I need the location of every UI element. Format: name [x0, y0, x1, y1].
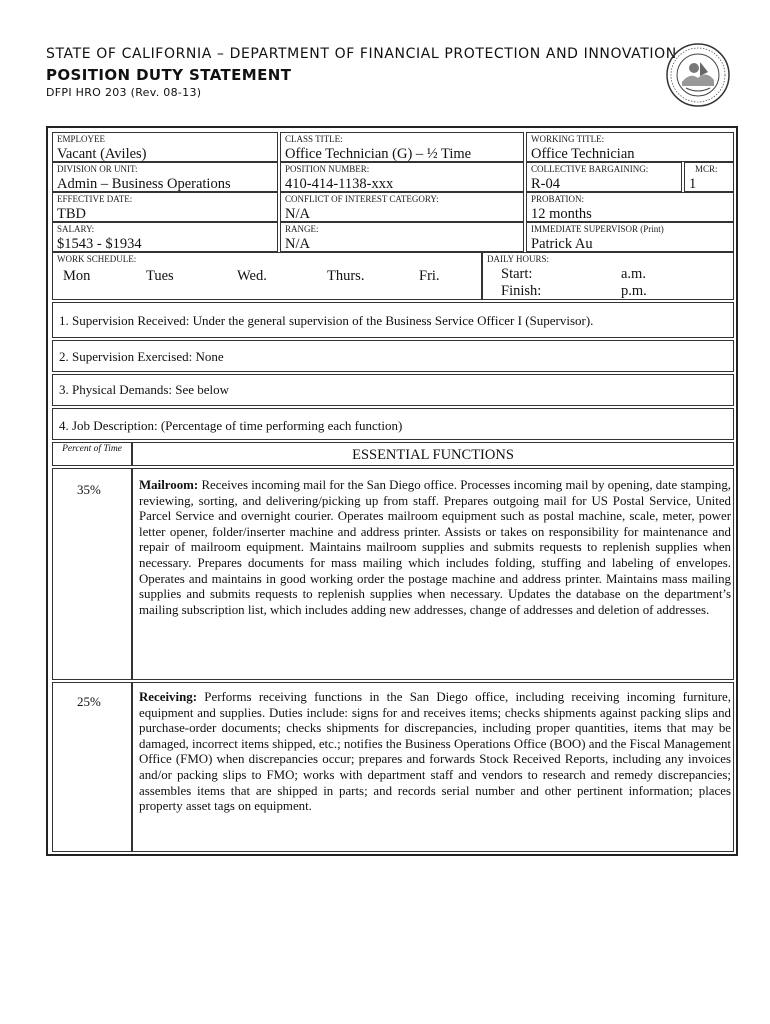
effective-date-label: EFFECTIVE DATE:: [57, 194, 133, 204]
document-title: POSITION DUTY STATEMENT: [46, 66, 292, 84]
functions-column-label: ESSENTIAL FUNCTIONS: [352, 447, 514, 463]
salary-cell: [52, 222, 278, 252]
section-job-description: [52, 408, 734, 440]
effective-date-cell: [52, 192, 278, 222]
supervisor-label: IMMEDIATE SUPERVISOR (Print): [531, 224, 664, 234]
job-description-text: 4. Job Description: (Percentage of time performing each function): [59, 418, 403, 433]
employee-cell: [52, 132, 278, 162]
schedule-day: Mon: [63, 268, 91, 284]
mcr-cell: [684, 162, 734, 192]
supervision-received-text: 1. Supervision Received: Under the general supervision of the Business Service Officer I (Supervisor).: [59, 313, 594, 328]
supervision-exercised-text: 2. Supervision Exercised: None: [59, 349, 224, 364]
supervisor-value: Patrick Au: [531, 236, 593, 252]
daily-hours-label: DAILY HOURS:: [487, 254, 550, 264]
agency-name: STATE OF CALIFORNIA – DEPARTMENT OF FINANCIAL PROTECTION AND INNOVATION: [46, 46, 677, 62]
percent-column-label: Percent of Time: [62, 444, 122, 454]
functions-column-header: [132, 442, 734, 466]
salary-value: $1543 - $1934: [57, 236, 142, 252]
mcr-label: MCR:: [695, 164, 718, 174]
work-schedule-cell: [52, 252, 482, 300]
conflict-label: CONFLICT OF INTEREST CATEGORY:: [285, 194, 439, 204]
section-supervision-received: [52, 302, 734, 338]
division-cell: [52, 162, 278, 192]
salary-label: SALARY:: [57, 224, 95, 234]
bargaining-label: COLLECTIVE BARGAINING:: [531, 164, 649, 174]
employee-label: EMPLOYEE: [57, 134, 105, 144]
class-title-cell: [280, 132, 524, 162]
table-row-function: [132, 682, 734, 852]
function-heading: Receiving:: [139, 690, 197, 704]
position-number-cell: [280, 162, 524, 192]
table-row-percent: [52, 682, 132, 852]
duty-statement-form: [46, 126, 738, 856]
probation-label: PROBATION:: [531, 194, 585, 204]
probation-value: 12 months: [531, 206, 592, 222]
daily-hours-cell: [482, 252, 734, 300]
physical-demands-text: 3. Physical Demands: See below: [59, 382, 230, 397]
table-row-function: [132, 468, 734, 680]
hours-am-label: a.m.: [621, 266, 646, 282]
employee-value: Vacant (Aviles): [57, 146, 147, 162]
hours-pm-label: p.m.: [621, 283, 647, 299]
division-label: DIVISION OR UNIT:: [57, 164, 138, 174]
conflict-value: N/A: [285, 206, 310, 222]
section-supervision-exercised: [52, 340, 734, 372]
schedule-day: Tues: [146, 268, 174, 284]
state-seal-icon: [664, 42, 732, 108]
range-cell: [280, 222, 524, 252]
schedule-day: Thurs.: [327, 268, 365, 284]
range-value: N/A: [285, 236, 310, 252]
function-heading: Mailroom:: [139, 478, 199, 492]
supervisor-cell: [526, 222, 734, 252]
function-text: Receives incoming mail for the San Diego office. Processes incoming mail by opening, date stamping, reviewing, sorting, and delivering/picking up from staff. Prepares outgoing mail for US Postal Service, United Parcel Service and overnight courier. Operates mailroom equipment such as postal machine, scale, meter, power letter opener, folder/inserter machine and address printer. Assists or takes on responsibility for maintenance and repair of mailroom equipment. Maintains mailroom supplies and submits requests to replenish supplies when necessary. Prepares documents for mass mailing which includes folding, stuffing and labeling of envelopes. Operates and maintains in good working order the postage machine and address printer. Maintains mass mailing supplies and submits requests to replenish supplies when necessary. Updates the database on the department’s mailing subscription list, which includes adding new addresses, change of addresses and deletion of addresses.: [139, 478, 731, 617]
bargaining-value: R-04: [531, 176, 560, 192]
effective-date-value: TBD: [57, 206, 86, 222]
hours-finish-label: Finish:: [501, 283, 542, 299]
section-physical-demands: [52, 374, 734, 406]
function-text: Performs receiving functions in the San Diego office, including receiving incoming furniture, equipment and supplies. Duties include: signs for and receives items; checks shipments against packing slips and purchase-order documents; checks shipments for discrepancies, including proper quantities, items that may be damaged, incorrect items shipped, etc.; notifies the Business Operations Office (BOO) and the Fiscal Management Office (FMO) when discrepancies occur; prepares and forwards Stock Received Reports, including any invoices and/or packing slips to FMO; works with department staff and vendors to research and remedy discrepancies; assembles items that are shipped in parts; and records serial number and other pertinent information; places property asset tags on equipment.: [139, 690, 731, 814]
hours-start-label: Start:: [501, 266, 533, 282]
table-row-percent: [52, 468, 132, 680]
range-label: RANGE:: [285, 224, 319, 234]
schedule-day: Fri.: [419, 268, 440, 284]
probation-cell: [526, 192, 734, 222]
working-title-value: Office Technician: [531, 146, 635, 162]
position-number-label: POSITION NUMBER:: [285, 164, 370, 174]
position-number-value: 410-414-1138-xxx: [285, 176, 394, 192]
work-schedule-label: WORK SCHEDULE:: [57, 254, 137, 264]
conflict-cell: [280, 192, 524, 222]
function-description: [139, 478, 731, 618]
class-title-value: Office Technician (G) – ½ Time: [285, 146, 472, 162]
function-percent: 25%: [77, 694, 101, 709]
form-id: DFPI HRO 203 (Rev. 08-13): [46, 86, 202, 99]
working-title-cell: [526, 132, 734, 162]
function-percent: 35%: [77, 482, 101, 497]
class-title-label: CLASS TITLE:: [285, 134, 343, 144]
percent-column-header: [52, 442, 132, 466]
division-value: Admin – Business Operations: [57, 176, 231, 192]
bargaining-cell: [526, 162, 682, 192]
schedule-day: Wed.: [237, 268, 267, 284]
function-description: [139, 690, 731, 815]
working-title-label: WORKING TITLE:: [531, 134, 605, 144]
mcr-value: 1: [689, 176, 697, 192]
